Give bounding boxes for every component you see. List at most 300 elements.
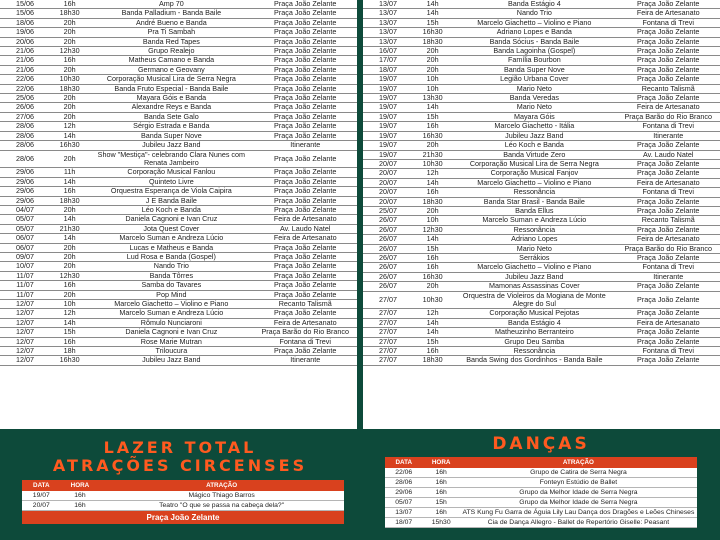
- cell-attraction: Serrákios: [452, 253, 616, 262]
- cell-attraction: Germano e Geovany: [89, 65, 253, 74]
- cell-hour: 21h30: [413, 150, 452, 159]
- cell-hour: 16h: [422, 478, 459, 488]
- cell-hour: 14h: [413, 9, 452, 18]
- table-row: [0, 94, 357, 103]
- cell-hour: 16h: [50, 0, 89, 9]
- cell-hour: 15h: [413, 112, 452, 121]
- cell-location: Praça João Zelante: [253, 150, 357, 168]
- cell-attraction: Jubileu Jazz Band: [452, 272, 616, 281]
- cell-hour: 20h: [50, 150, 89, 168]
- cell-hour: 20h: [413, 56, 452, 65]
- cell-location: Fontana di Trevi: [616, 188, 720, 197]
- cell-location: Praça João Zelante: [253, 28, 357, 37]
- table-row: [363, 159, 720, 168]
- cell-hour: 20h: [413, 65, 452, 74]
- cell-location: Praça João Zelante: [616, 37, 720, 46]
- cell-location: Praça João Zelante: [253, 281, 357, 290]
- cell-location: Praça João Zelante: [253, 94, 357, 103]
- cell-attraction: Fonteyn Estúdio de Ballet: [460, 478, 697, 488]
- cell-attraction: Amp 70: [89, 0, 253, 9]
- cell-date: 06/07: [0, 234, 50, 243]
- cell-attraction: Mayara Góis: [452, 112, 616, 121]
- cell-location: Praça João Zelante: [616, 75, 720, 84]
- table-row: [0, 47, 357, 56]
- cell-location: Fontana di Trevi: [616, 18, 720, 27]
- cell-date: 13/07: [363, 9, 413, 18]
- cell-date: 27/07: [363, 337, 413, 346]
- cell-location: Praça João Zelante: [616, 169, 720, 178]
- cell-date: 22/06: [0, 75, 50, 84]
- cell-location: Praça João Zelante: [253, 75, 357, 84]
- header-attraction: ATRAÇÃO: [99, 480, 344, 491]
- table-row: [363, 75, 720, 84]
- cell-attraction: Matheuzinho Berranteiro: [452, 328, 616, 337]
- cell-hour: 14h: [413, 178, 452, 187]
- cell-date: 06/07: [0, 243, 50, 252]
- cell-attraction: Legião Urbana Cover: [452, 75, 616, 84]
- cell-date: 05/07: [385, 498, 422, 508]
- table-row: [363, 28, 720, 37]
- table-row: [0, 0, 357, 9]
- cell-attraction: Corporação Musical Pejotas: [452, 309, 616, 318]
- cell-date: 12/07: [0, 337, 50, 346]
- cell-hour: 14h: [50, 215, 89, 224]
- cell-attraction: Grupo da Melhor Idade de Serra Negra: [460, 498, 697, 508]
- cell-attraction: Rômulo Nunciaroni: [89, 318, 253, 327]
- table-row: [363, 282, 720, 291]
- dance-table-header: [385, 457, 697, 468]
- cell-date: 26/07: [363, 244, 413, 253]
- cell-location: Praça João Zelante: [616, 225, 720, 234]
- table-row: [385, 508, 697, 518]
- table-row: [0, 141, 357, 150]
- header-attraction: ATRAÇÃO: [460, 457, 697, 468]
- table-row: [363, 18, 720, 27]
- cell-date: 19/07: [363, 94, 413, 103]
- cell-location: Fontana di Trevi: [616, 122, 720, 131]
- cell-date: 19/07: [363, 150, 413, 159]
- table-row: [0, 187, 357, 196]
- table-row: [0, 347, 357, 356]
- cell-date: 12/07: [0, 318, 50, 327]
- cell-date: 13/07: [385, 508, 422, 518]
- cell-date: 13/07: [363, 28, 413, 37]
- table-row: [363, 244, 720, 253]
- table-row: [363, 272, 720, 281]
- table-row: [363, 235, 720, 244]
- cell-date: 05/07: [0, 224, 50, 233]
- cell-attraction: Jota Quest Cover: [89, 224, 253, 233]
- cell-date: 26/07: [363, 263, 413, 272]
- cell-date: 19/07: [363, 84, 413, 93]
- cell-date: 12/07: [0, 347, 50, 356]
- table-row: [0, 122, 357, 131]
- cell-hour: 21h30: [50, 224, 89, 233]
- cell-attraction: Adriano Lopes e Banda: [452, 28, 616, 37]
- cell-date: 29/06: [0, 177, 50, 186]
- cell-location: Itinerante: [616, 272, 720, 281]
- cell-attraction: Banda Virtude Zero: [452, 150, 616, 159]
- table-row: [0, 65, 357, 74]
- cell-attraction: Triloucura: [89, 347, 253, 356]
- table-row: [385, 478, 697, 488]
- cell-attraction: Banda Super Nove: [452, 65, 616, 74]
- cell-hour: 10h: [413, 216, 452, 225]
- cell-attraction: Banda Fruto Especial - Banda Baile: [89, 84, 253, 93]
- cell-date: 11/07: [0, 290, 50, 299]
- table-row: [0, 9, 357, 18]
- cell-date: 19/07: [363, 131, 413, 140]
- cell-date: 12/07: [0, 300, 50, 309]
- cell-date: 26/07: [363, 225, 413, 234]
- cell-hour: 16h: [413, 122, 452, 131]
- cell-location: Recanto Talismã: [253, 300, 357, 309]
- cell-attraction: Mamonas Assassinas Cover: [452, 282, 616, 291]
- table-row: [0, 150, 357, 168]
- cell-date: 29/06: [0, 196, 50, 205]
- cell-date: 13/07: [363, 18, 413, 27]
- cell-attraction: Banda Super Nove: [89, 131, 253, 140]
- cell-date: 05/07: [0, 215, 50, 224]
- table-row: [0, 262, 357, 271]
- cell-hour: 20h: [413, 282, 452, 291]
- table-row: [363, 150, 720, 159]
- table-row: [363, 253, 720, 262]
- cell-attraction: Samba do Tavares: [89, 281, 253, 290]
- cell-date: 18/07: [363, 65, 413, 74]
- cell-hour: 15h: [422, 498, 459, 508]
- dancas-title: DANÇAS: [492, 434, 590, 454]
- table-row: [0, 281, 357, 290]
- cell-hour: 20h: [413, 47, 452, 56]
- table-row: [0, 224, 357, 233]
- table-row: [0, 131, 357, 140]
- table-row: [363, 225, 720, 234]
- left-schedule-table: [0, 0, 357, 429]
- table-row: [0, 56, 357, 65]
- cell-hour: 20h: [50, 252, 89, 261]
- table-row: [363, 188, 720, 197]
- cell-location: Av. Laudo Natel: [253, 224, 357, 233]
- cell-attraction: Marcelo Giachetto – Violino e Piano: [452, 263, 616, 272]
- cell-date: 28/06: [0, 122, 50, 131]
- cell-hour: 10h: [50, 300, 89, 309]
- cell-location: Itinerante: [616, 131, 720, 140]
- cell-location: Praça João Zelante: [253, 187, 357, 196]
- cell-attraction: Marcelo Giachetto - Itália: [452, 122, 616, 131]
- cell-attraction: Grupo Deu Samba: [452, 337, 616, 346]
- table-row: [0, 215, 357, 224]
- cell-date: 27/07: [363, 291, 413, 309]
- cell-hour: 16h: [422, 468, 459, 478]
- cell-date: 20/07: [22, 501, 61, 511]
- cell-attraction: Banda Veredas: [452, 94, 616, 103]
- table-row: [0, 196, 357, 205]
- cell-location: Praça João Zelante: [616, 94, 720, 103]
- cell-hour: 16h: [50, 281, 89, 290]
- cell-date: 21/06: [0, 65, 50, 74]
- cell-date: 20/07: [363, 188, 413, 197]
- cell-location: Praça João Zelante: [253, 47, 357, 56]
- cell-date: 19/07: [363, 122, 413, 131]
- table-row: [363, 337, 720, 346]
- cell-hour: 20h: [50, 290, 89, 299]
- table-row: [363, 47, 720, 56]
- cell-attraction: Banda Tôrres: [89, 271, 253, 280]
- cell-hour: 12h: [50, 309, 89, 318]
- circus-attractions-title: ATRAÇÕES CIRCENSES: [52, 456, 308, 475]
- table-row: [363, 141, 720, 150]
- cell-date: 19/07: [363, 103, 413, 112]
- cell-location: Praça João Zelante: [253, 309, 357, 318]
- cell-attraction: André Bueno e Banda: [89, 18, 253, 27]
- cell-hour: 16h: [413, 263, 452, 272]
- cell-date: 27/06: [0, 112, 50, 121]
- table-row: [363, 131, 720, 140]
- cell-hour: 20h: [50, 37, 89, 46]
- cell-attraction: Corporação Musical Lira de Serra Negra: [452, 159, 616, 168]
- cell-attraction: Nando Trio: [452, 9, 616, 18]
- cell-hour: 12h: [50, 122, 89, 131]
- cell-attraction: Jubileu Jazz Band: [452, 131, 616, 140]
- cell-hour: 15h: [413, 18, 452, 27]
- header-date: DATA: [22, 480, 61, 491]
- cell-date: 26/07: [363, 253, 413, 262]
- table-row: [363, 122, 720, 131]
- cell-attraction: Alexandre Reys e Banda: [89, 103, 253, 112]
- cell-location: Recanto Talismã: [616, 84, 720, 93]
- cell-attraction: Banda Estágio 4: [452, 318, 616, 327]
- cell-location: Praça João Zelante: [253, 37, 357, 46]
- table-row: [22, 501, 344, 511]
- cell-date: 25/06: [0, 94, 50, 103]
- cell-location: Praça João Zelante: [253, 56, 357, 65]
- cell-attraction: Show "Mestiça"- celebrando Clara Nunes com Renata Jambeiro: [89, 150, 253, 168]
- cell-hour: 15h: [50, 328, 89, 337]
- cell-hour: 12h: [413, 309, 452, 318]
- table-row: [0, 271, 357, 280]
- cell-date: 20/07: [363, 197, 413, 206]
- cell-date: 10/07: [0, 262, 50, 271]
- cell-date: 19/07: [363, 141, 413, 150]
- cell-attraction: Banda Estágio 4: [452, 0, 616, 9]
- table-row: [363, 94, 720, 103]
- cell-attraction: Ressonância: [452, 188, 616, 197]
- cell-hour: 16h: [50, 337, 89, 346]
- cell-date: 21/06: [0, 56, 50, 65]
- cell-attraction: Rose Marie Mutran: [89, 337, 253, 346]
- cell-date: 27/07: [363, 328, 413, 337]
- cell-attraction: Família Bourbon: [452, 56, 616, 65]
- cell-location: Praça João Zelante: [616, 56, 720, 65]
- cell-hour: 14h: [413, 103, 452, 112]
- table-row: [0, 18, 357, 27]
- cell-hour: 16h30: [50, 356, 89, 365]
- cell-attraction: Orquestra de Violeiros da Mogiana de Monte Alegre do Sul: [452, 291, 616, 309]
- cell-location: Praça João Zelante: [616, 0, 720, 9]
- cell-location: Praça João Zelante: [253, 347, 357, 356]
- cell-location: Recanto Talismã: [616, 216, 720, 225]
- right-schedule-body: [363, 0, 720, 365]
- cell-location: Feira de Artesanato: [616, 235, 720, 244]
- table-row: [0, 112, 357, 121]
- cell-hour: 20h: [50, 205, 89, 214]
- cell-date: 19/07: [363, 112, 413, 121]
- cell-location: Feira de Artesanato: [616, 9, 720, 18]
- cell-date: 27/07: [363, 318, 413, 327]
- cell-location: Feira de Artesanato: [616, 103, 720, 112]
- cell-location: Feira de Artesanato: [253, 318, 357, 327]
- cell-date: 18/07: [385, 518, 422, 528]
- cell-hour: 18h30: [50, 196, 89, 205]
- table-row: [385, 518, 697, 528]
- cell-hour: 10h30: [413, 159, 452, 168]
- cell-location: Praça João Zelante: [253, 103, 357, 112]
- cell-hour: 10h: [413, 75, 452, 84]
- cell-hour: 16h: [413, 188, 452, 197]
- cell-location: Praça João Zelante: [616, 206, 720, 215]
- cell-location: Praça João Zelante: [616, 337, 720, 346]
- table-row: [0, 234, 357, 243]
- cell-attraction: Quinteto Livre: [89, 177, 253, 186]
- cell-date: 13/07: [363, 37, 413, 46]
- cell-attraction: Mario Neto: [452, 103, 616, 112]
- cell-attraction: Corporação Musical Lira de Serra Negra: [89, 75, 253, 84]
- cell-hour: 15h30: [422, 518, 459, 528]
- circus-table-body: [22, 491, 344, 511]
- cell-location: Praça João Zelante: [253, 112, 357, 121]
- cell-date: 17/07: [363, 56, 413, 65]
- table-row: [363, 328, 720, 337]
- cell-attraction: Corporação Musical Fanlou: [89, 168, 253, 177]
- dance-table: [385, 457, 697, 528]
- cell-hour: 14h: [50, 131, 89, 140]
- cell-date: 26/07: [363, 235, 413, 244]
- cell-attraction: Teatro "O que se passa na cabeça dela?": [99, 501, 344, 511]
- cell-date: 28/06: [0, 141, 50, 150]
- cell-location: Praça João Zelante: [616, 291, 720, 309]
- cell-date: 27/07: [363, 309, 413, 318]
- cell-date: 20/07: [363, 169, 413, 178]
- cell-hour: 20h: [50, 112, 89, 121]
- cell-attraction: Banda Red Tapes: [89, 37, 253, 46]
- cell-date: 22/06: [385, 468, 422, 478]
- cell-attraction: Corporação Musical Fanjov: [452, 169, 616, 178]
- cell-attraction: Banda Swing dos Gordinhos - Banda Baile: [452, 356, 616, 365]
- table-row: [363, 216, 720, 225]
- table-row: [363, 356, 720, 365]
- cell-hour: 18h30: [50, 9, 89, 18]
- table-row: [363, 37, 720, 46]
- cell-attraction: Banda Lagoinha (Gospel): [452, 47, 616, 56]
- table-row: [385, 488, 697, 498]
- cell-location: Itinerante: [253, 356, 357, 365]
- cell-location: Praça João Zelante: [616, 356, 720, 365]
- header-date: DATA: [385, 457, 422, 468]
- cell-date: 20/06: [0, 37, 50, 46]
- cell-date: 11/07: [0, 271, 50, 280]
- cell-location: Feira de Artesanato: [253, 234, 357, 243]
- cell-date: 26/07: [363, 272, 413, 281]
- cell-attraction: Grupo da Melhor Idade de Serra Negra: [460, 488, 697, 498]
- cell-location: Praça João Zelante: [616, 28, 720, 37]
- cell-date: 15/06: [0, 9, 50, 18]
- table-row: [0, 75, 357, 84]
- cell-attraction: Léo Koch e Banda: [452, 141, 616, 150]
- cell-hour: 20h: [50, 28, 89, 37]
- cell-location: Praça João Zelante: [616, 328, 720, 337]
- cell-location: Feira de Artesanato: [616, 178, 720, 187]
- cell-location: Praça João Zelante: [253, 0, 357, 9]
- cell-location: Praça João Zelante: [253, 177, 357, 186]
- cell-hour: 20h: [413, 206, 452, 215]
- cell-attraction: Léo Koch e Banda: [89, 205, 253, 214]
- table-row: [0, 243, 357, 252]
- cell-hour: 16h: [50, 187, 89, 196]
- table-row: [363, 309, 720, 318]
- table-row: [0, 205, 357, 214]
- cell-attraction: Adriano Lopes: [452, 235, 616, 244]
- header-hour: HORA: [422, 457, 459, 468]
- cell-attraction: Marcelo Giachetto – Violino e Piano: [452, 18, 616, 27]
- cell-hour: 16h30: [413, 28, 452, 37]
- cell-hour: 18h30: [50, 84, 89, 93]
- cell-attraction: Jubileu Jazz Band: [89, 356, 253, 365]
- cell-hour: 18h30: [413, 356, 452, 365]
- cell-date: 29/06: [0, 168, 50, 177]
- cell-attraction: Lud Rosa e Banda (Gospel): [89, 252, 253, 261]
- table-row: [363, 9, 720, 18]
- circus-table: [22, 480, 344, 524]
- cell-date: 28/06: [0, 131, 50, 140]
- table-row: [363, 291, 720, 309]
- cell-attraction: Banda Palladium - Banda Baile: [89, 9, 253, 18]
- cell-hour: 18h30: [413, 37, 452, 46]
- cell-hour: 18h: [50, 347, 89, 356]
- cell-location: Praça João Zelante: [616, 197, 720, 206]
- table-row: [0, 290, 357, 299]
- cell-attraction: Mayara Góis e Banda: [89, 94, 253, 103]
- table-row: [363, 56, 720, 65]
- table-row: [0, 328, 357, 337]
- cell-location: Praça João Zelante: [253, 131, 357, 140]
- cell-hour: 16h: [422, 508, 459, 518]
- left-schedule-body: [0, 0, 357, 365]
- cell-date: 11/07: [0, 281, 50, 290]
- cell-location: Praça João Zelante: [253, 65, 357, 74]
- table-row: [0, 309, 357, 318]
- table-row: [0, 37, 357, 46]
- table-row: [0, 337, 357, 346]
- table-row: [363, 178, 720, 187]
- cell-date: 15/06: [0, 0, 50, 9]
- cell-location: Praça Barão do Rio Branco: [616, 112, 720, 121]
- cell-hour: 12h30: [50, 47, 89, 56]
- cell-location: Praça João Zelante: [616, 141, 720, 150]
- cell-hour: 20h: [413, 141, 452, 150]
- cell-location: Praça João Zelante: [253, 205, 357, 214]
- cell-attraction: Marcelo Suman e Andreza Lúcio: [89, 234, 253, 243]
- cell-attraction: Daniela Cagnoni e Ivan Cruz: [89, 215, 253, 224]
- cell-date: 22/06: [0, 84, 50, 93]
- table-row: [0, 356, 357, 365]
- cell-date: 27/07: [363, 347, 413, 356]
- cell-attraction: Grupo Realejo: [89, 47, 253, 56]
- cell-date: 16/07: [363, 47, 413, 56]
- cell-date: 28/06: [385, 478, 422, 488]
- cell-attraction: Banda Sete Galo: [89, 112, 253, 121]
- cell-attraction: Marcelo Giachetto – Violino e Piano: [452, 178, 616, 187]
